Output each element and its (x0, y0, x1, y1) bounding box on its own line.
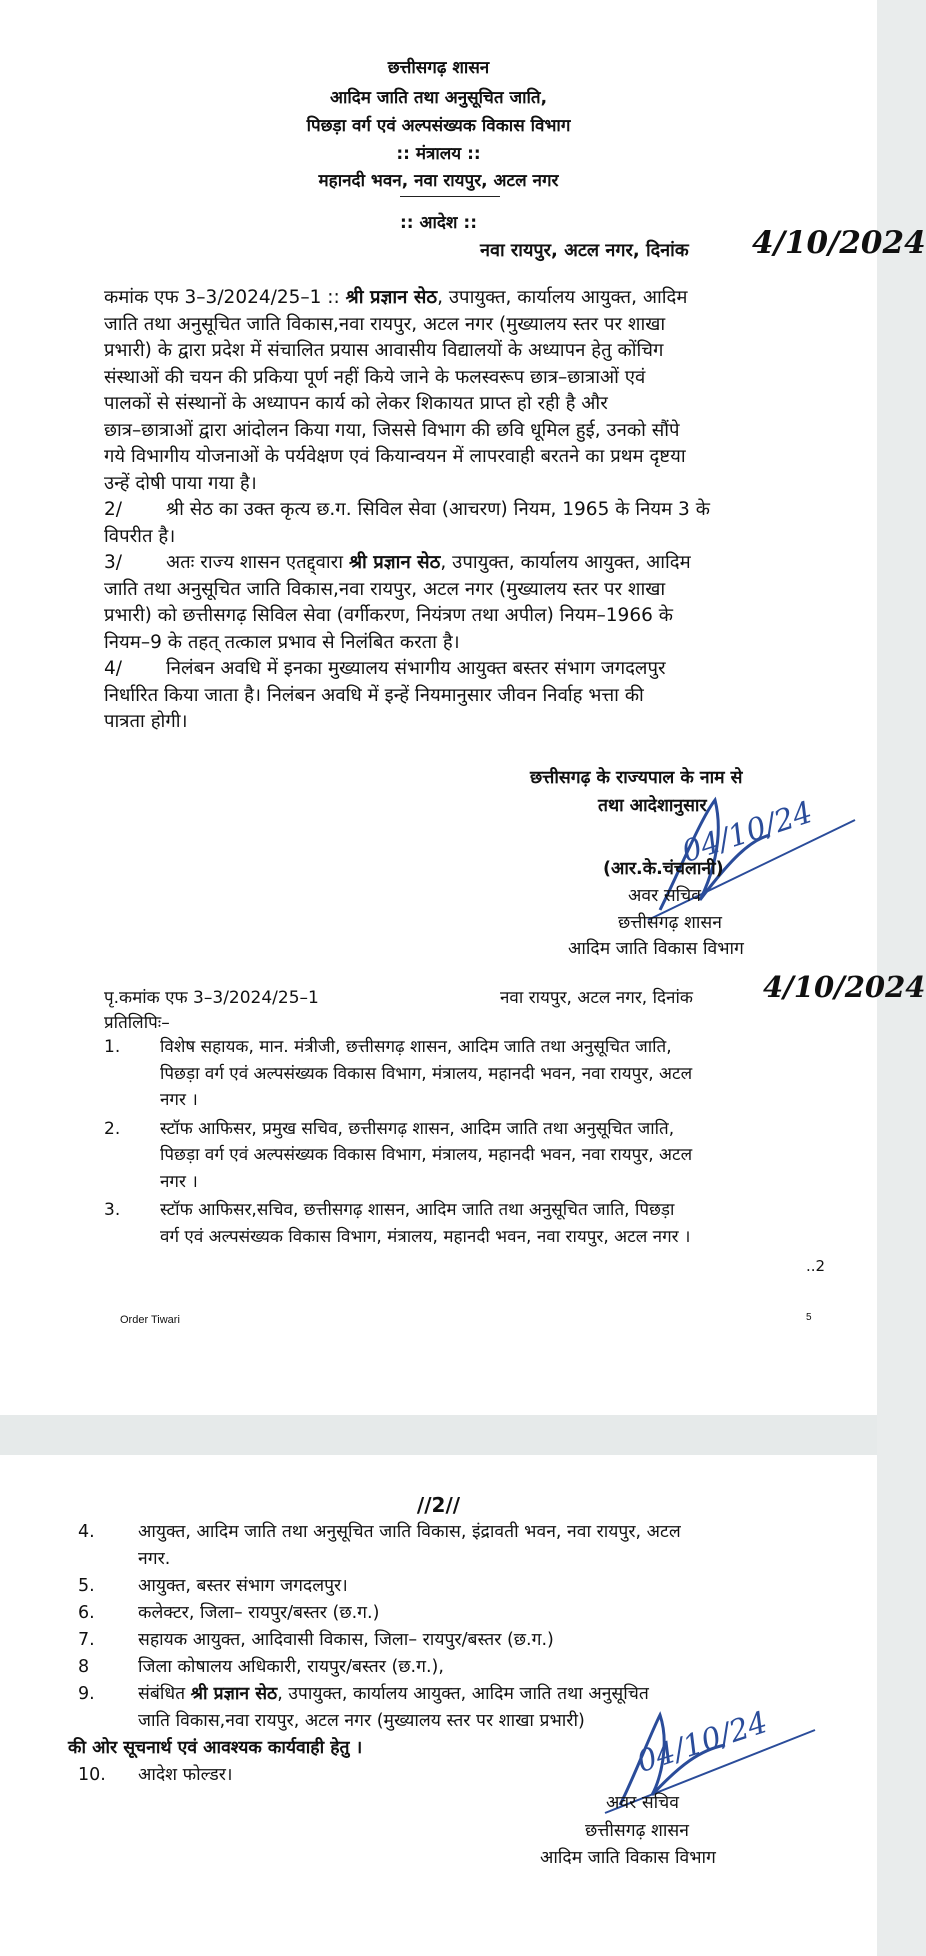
copy-item-number: 9. (78, 1684, 95, 1704)
para1-line: छात्र–छात्राओं द्वारा आंदोलन किया गया, जिससे विभाग की छवि धूमिल हुई, उनको सौंपे (104, 419, 680, 441)
copy-item-line: स्टॉफ आफिसर,सचिव, छत्तीसगढ़ शासन, आदिम जाति तथा अनुसूचित जाति, पिछड़ा (160, 1200, 675, 1220)
copy-item-line: पिछड़ा वर्ग एवं अल्पसंख्यक विकास विभाग, मंत्रालय, महानदी भवन, नवा रायपुर, अटल (160, 1063, 693, 1084)
copy-item-number: 1. (104, 1037, 121, 1057)
signature2-handwritten-date: 04/10/24 (632, 1705, 772, 1780)
copy-item-line: नगर । (160, 1171, 198, 1192)
para1-line: पालकों से संस्थानों के अध्यापन कार्य को लेकर शिकायत प्राप्त हो रही है और (104, 393, 608, 414)
footer-left-note: Order Tiwari (120, 1314, 180, 1326)
copy-list-page1 (104, 1034, 844, 1250)
endorsement-place-date: नवा रायपुर, अटल नगर, दिनांक (500, 988, 693, 1008)
para4-line: निर्धारित किया जाता है। निलंबन अवधि में इन्हें नियमानुसार जीवन निर्वाह भत्ता की (104, 684, 644, 706)
header-dept-line1: आदिम जाति तथा अनुसूचित जाति, (329, 88, 548, 108)
order-paragraph-1 (104, 285, 834, 736)
para1-line: प्रभारी) के द्वारा प्रदेश में संचालित प्रयास आवासीय विद्यालयों के अध्यापन हेतु कोंचिग (104, 340, 664, 361)
continued-marker: ..2 (806, 1257, 826, 1275)
officer-name: श्री प्रज्ञान सेठ (190, 1684, 278, 1704)
copy-item-line: पिछड़ा वर्ग एवं अल्पसंख्यक विकास विभाग, मंत्रालय, महानदी भवन, नवा रायपुर, अटल (160, 1145, 693, 1165)
para3-line: प्रभारी) को छत्तीसगढ़ सिविल सेवा (वर्गीकरण, नियंत्रण तथा अपील) नियम–1966 के (104, 605, 673, 626)
copy-item-line: नगर. (138, 1549, 171, 1569)
copy-list-item (104, 1197, 844, 1250)
para2-line: विपरीत है। (104, 525, 176, 547)
copy-item-line: विशेष सहायक, मान. मंत्रीजी, छत्तीसगढ़ शासन, आदिम जाति तथा अनुसूचित जाति, (160, 1037, 672, 1057)
governor-authority-line2: तथा आदेशानुसार (598, 796, 707, 816)
copy-item-line: नगर । (160, 1090, 198, 1110)
para1-line: उन्हें दोषी पाया गया है। (104, 472, 257, 494)
copy-list-item (104, 1034, 844, 1114)
copy-item-number: 8 (78, 1657, 90, 1677)
copy-list-item (78, 1519, 838, 1573)
copy-item-line: आयुक्त, आदिम जाति तथा अनुसूचित जाति विकास, इंद्रावती भवन, नवा रायपुर, अटल (138, 1522, 681, 1542)
item9-first-line: , उपायुक्त, कार्यालय आयुक्त, आदिम जाति तथा अनुसूचित (277, 1684, 649, 1704)
signature1-handwritten-date: 04/10/24 (677, 795, 817, 870)
signatory-govt: छत्तीसगढ़ शासन (618, 913, 722, 933)
copy-list-item (78, 1654, 838, 1681)
header-dept-line2: पिछड़ा वर्ग एवं अल्पसंख्यक विकास विभाग (306, 116, 571, 136)
copy-list-item (78, 1573, 838, 1600)
copy-item-number: 7. (78, 1630, 95, 1650)
para1-line: संस्थाओं की चयन की प्रकिया पूर्ण नहीं किये जाने के फलस्वरूप छात्र–छात्राओं एवं (104, 366, 646, 388)
para1-line: गये विभागीय योजनाओं के पर्यवेक्षण एवं कियान्वयन में लापरवाही बरतने का प्रथम दृष्टया (104, 446, 686, 467)
para3-line: नियम–9 के तहत् तत्काल प्रभाव से निलंबित करता है। (104, 631, 460, 653)
footer-page-number: 5 (806, 1312, 812, 1323)
order-place-date: नवा रायपुर, अटल नगर, दिनांक (480, 240, 689, 261)
para2-number: 2/ (104, 499, 123, 520)
governor-authority-line1: छत्तीसगढ़ के राज्यपाल के नाम से (530, 768, 743, 788)
para1-line: जाति तथा अनुसूचित जाति विकास,नवा रायपुर, अटल नगर (मुख्यालय स्तर पर शाखा (104, 313, 666, 335)
para3-first-line-b: , उपायुक्त, कार्यालय आयुक्त, आदिम (440, 552, 691, 573)
para3-number: 3/ (104, 552, 123, 573)
para2-first-line: श्री सेठ का उक्त कृत्य छ.ग. सिविल सेवा (आचरण) नियम, 1965 के नियम 3 के (166, 499, 710, 520)
copy-item-line: आयुक्त, बस्तर संभाग जगदलपुर। (138, 1576, 348, 1596)
copy-item-number: 10. (78, 1765, 106, 1785)
info-action-line: की ओर सूचनार्थ एवं आवश्यक कार्यवाही हेतु । (68, 1738, 363, 1758)
copy-item-number: 6. (78, 1603, 95, 1623)
item9-prefix: संबंधित (138, 1684, 186, 1704)
order-number: कमांक एफ 3–3/2024/25–1 :: (104, 287, 340, 308)
page2-sign-designation: अवर सचिव (606, 1793, 680, 1813)
copy-item-line: जिला कोषालय अधिकारी, रायपुर/बस्तर (छ.ग.), (138, 1657, 444, 1677)
para4-line: पात्रता होगी। (104, 711, 188, 732)
page2-sign-govt: छत्तीसगढ़ शासन (585, 1821, 689, 1841)
copy-item-line: आदेश फोल्डर। (138, 1765, 233, 1785)
page-separator (0, 1415, 877, 1455)
officer-name: श्री प्रज्ञान सेठ (348, 552, 441, 573)
para4-first-line: निलंबन अवधि में इनका मुख्यालय संभागीय आयुक्त बस्तर संभाग जगदलपुर (166, 658, 666, 679)
page2-sign-dept: आदिम जाति विकास विभाग (540, 1848, 716, 1868)
page2-number: //2// (416, 1493, 461, 1517)
copy-item-line: कलेक्टर, जिला– रायपुर/बस्तर (छ.ग.) (138, 1603, 380, 1623)
para4-number: 4/ (104, 658, 123, 679)
copy-item-number: 5. (78, 1576, 95, 1596)
copy-item-number: 3. (104, 1200, 121, 1220)
order-handwritten-date: 4/10/2024 (752, 225, 926, 261)
officer-name: श्री प्रज्ञान सेठ (345, 287, 438, 308)
para1-first-line: , उपायुक्त, कार्यालय आयुक्त, आदिम (437, 287, 688, 308)
copy-item-line: वर्ग एवं अल्पसंख्यक विकास विभाग, मंत्रालय, महानदी भवन, नवा रायपुर, अटल नगर । (160, 1226, 691, 1247)
copy-list-item (78, 1627, 838, 1654)
copy-list-item (104, 1116, 844, 1196)
copy-item-line: जाति विकास,नवा रायपुर, अटल नगर (मुख्यालय स्तर पर शाखा प्रभारी) (138, 1711, 585, 1731)
para3-first-line-a: अतः राज्य शासन एतद्द्वारा (166, 552, 344, 573)
signatory-designation: अवर सचिव (628, 886, 702, 906)
signatory-dept: आदिम जाति विकास विभाग (568, 939, 744, 959)
document-page-2 (0, 1455, 877, 1956)
copy-item-line: सहायक आयुक्त, आदिवासी विकास, जिला– रायपुर/बस्तर (छ.ग.) (138, 1630, 554, 1650)
order-title: :: आदेश :: (400, 213, 477, 233)
copy-to-label: प्रतिलिपिः– (104, 1013, 170, 1033)
copy-item-number: 2. (104, 1118, 121, 1139)
copy-item-line: स्टॉफ आफिसर, प्रमुख सचिव, छत्तीसगढ़ शासन, आदिम जाति तथा अनुसूचित जाति, (160, 1118, 675, 1139)
header-govt: छत्तीसगढ़ शासन (387, 58, 490, 78)
copy-item-number: 4. (78, 1522, 95, 1542)
header-divider (400, 196, 500, 197)
signatory-name: (आर.के.चंचलानी) (603, 859, 724, 879)
header-ministry: :: मंत्रालय :: (396, 144, 481, 164)
para3-line: जाति तथा अनुसूचित जाति विकास,नवा रायपुर, अटल नगर (मुख्यालय स्तर पर शाखा (104, 578, 666, 600)
copy-list-item (78, 1600, 838, 1627)
header-address: महानदी भवन, नवा रायपुर, अटल नगर (318, 171, 559, 191)
endorsement-handwritten-date: 4/10/2024 (763, 970, 926, 1004)
endorsement-number: पृ.कमांक एफ 3–3/2024/25–1 (104, 988, 319, 1008)
